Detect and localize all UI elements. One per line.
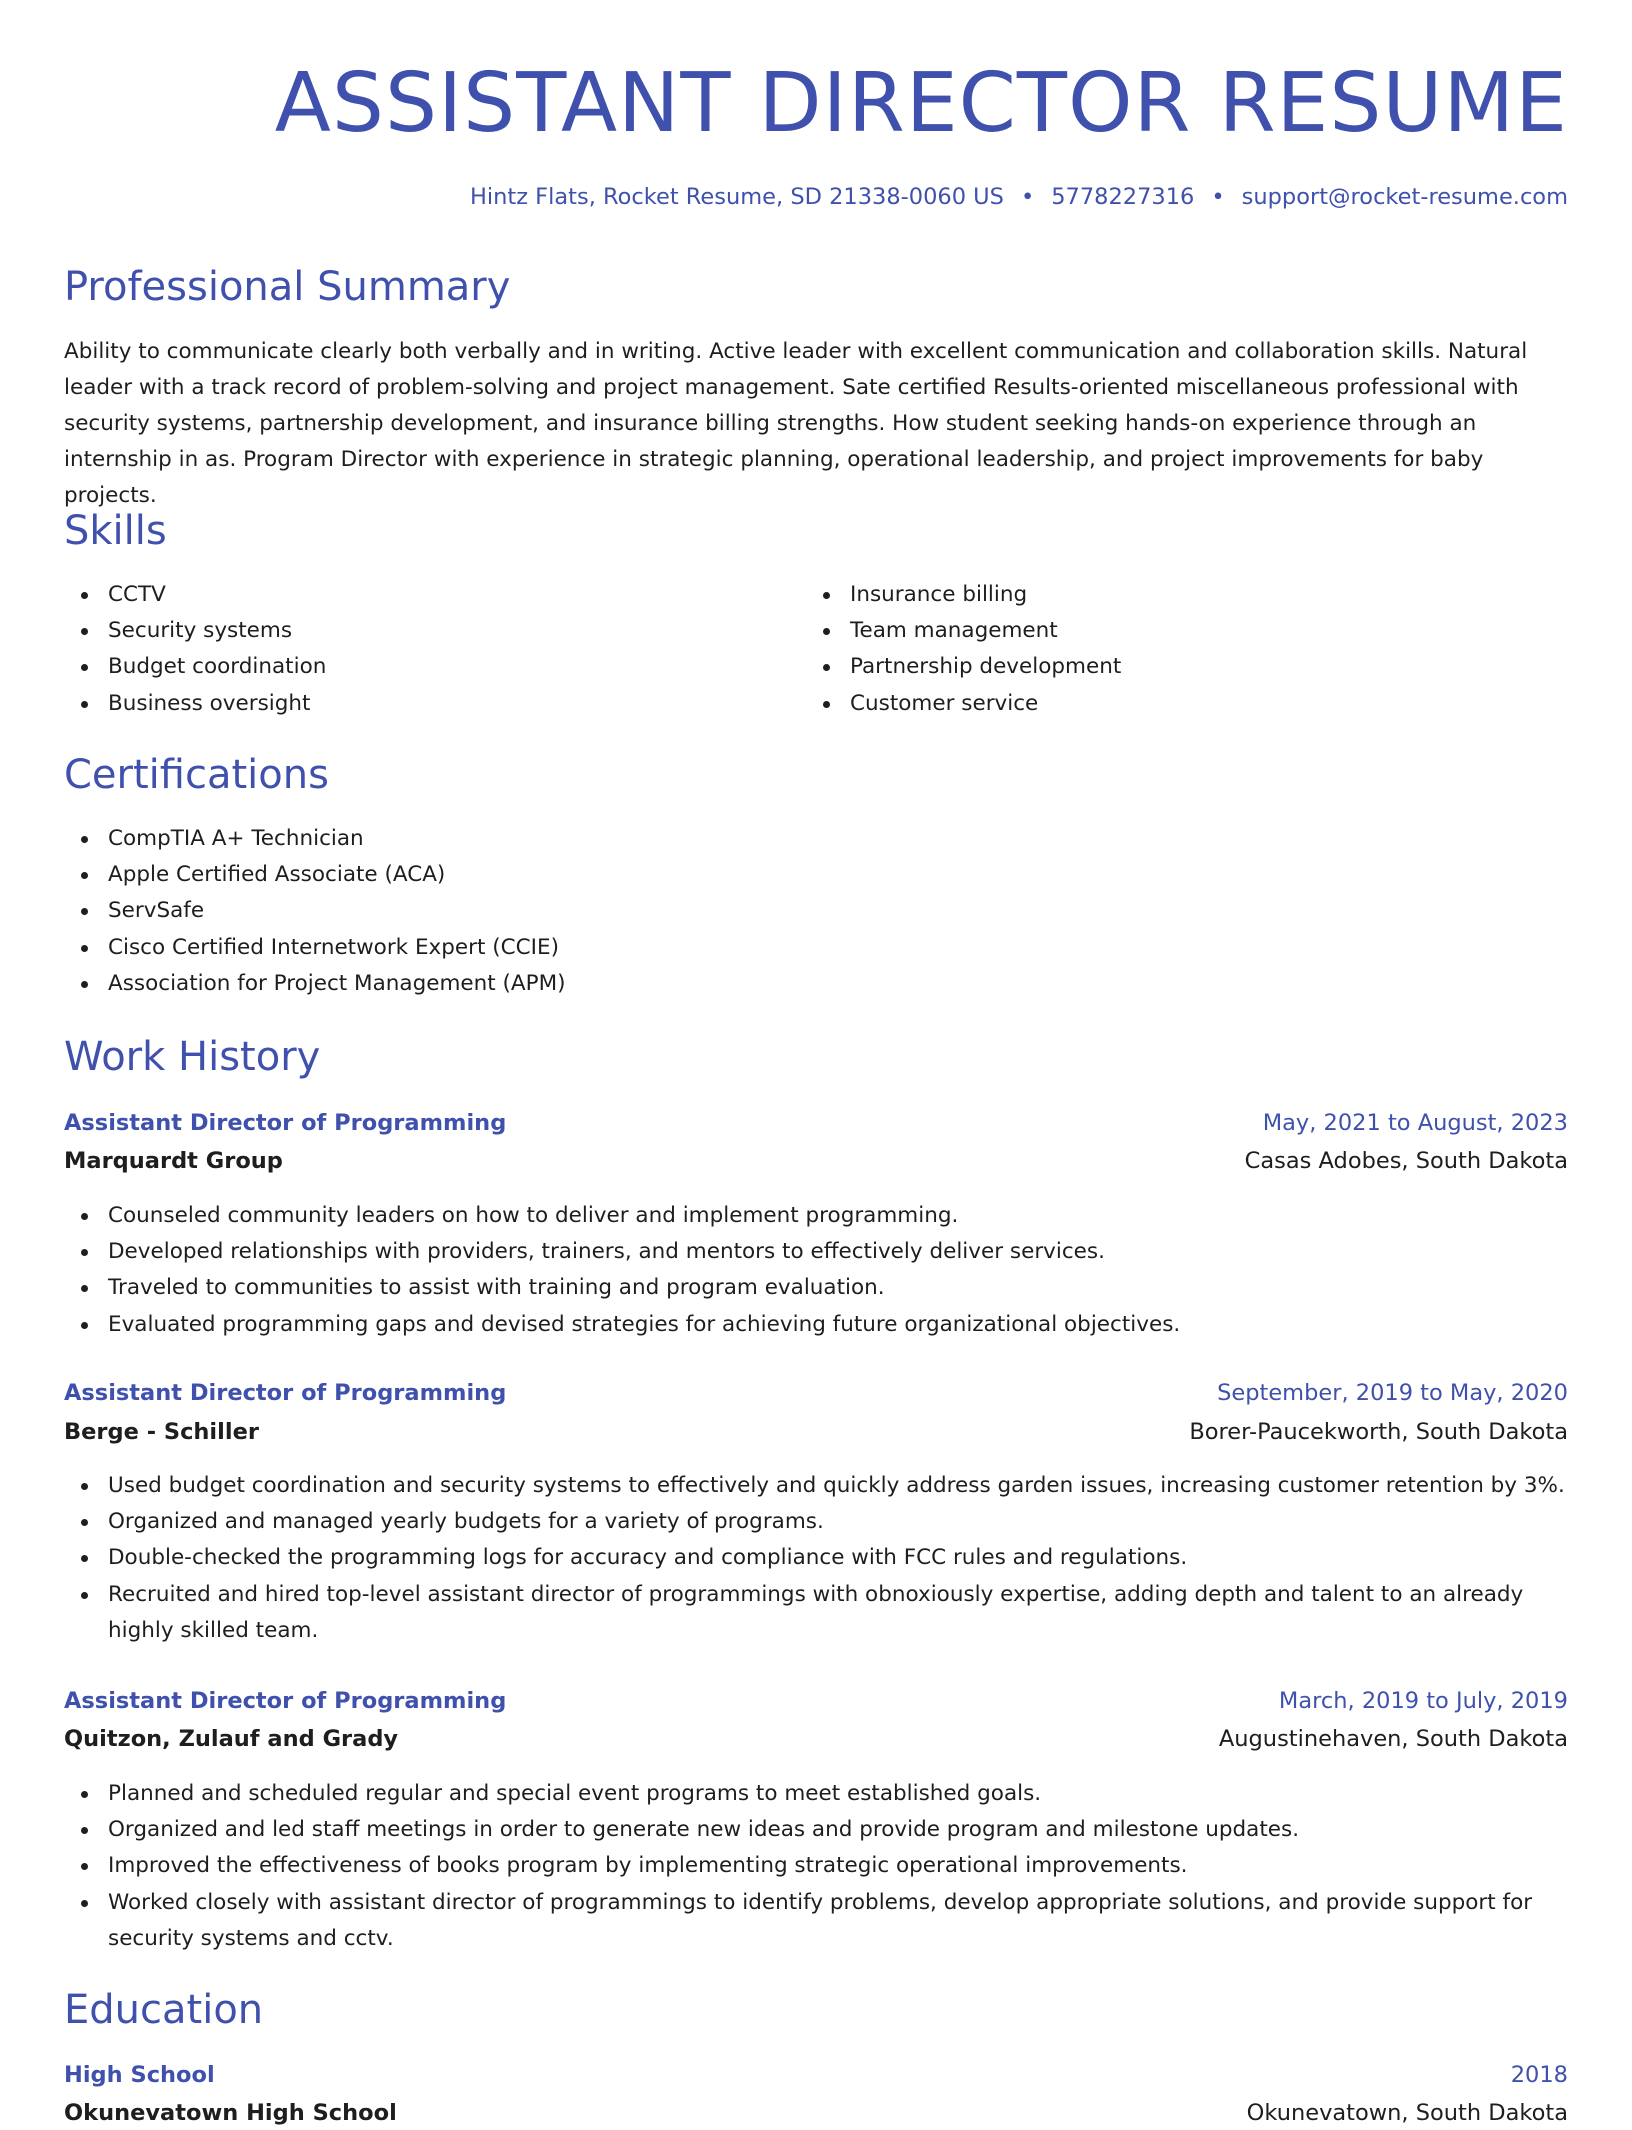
skill-item: Insurance billing <box>806 577 1121 613</box>
education-school: Okunevatown High School <box>64 2100 397 2126</box>
job-dates: March, 2019 to July, 2019 <box>1278 1688 1568 1714</box>
education-school-row <box>64 2096 1568 2130</box>
certification-item: ServSafe <box>64 893 566 929</box>
contact-line <box>470 182 1568 212</box>
job-location: Borer-Paucekworth, South Dakota <box>1189 1419 1568 1445</box>
certification-item: Association for Project Management (APM) <box>64 966 566 1002</box>
skill-item: Customer service <box>806 686 1121 722</box>
job-bullets <box>64 1198 1568 1343</box>
job-bullet: Organized and led staff meetings in order to generate new ideas and provide program and milestone updates. <box>64 1812 1568 1848</box>
job-company-row <box>64 1722 1568 1756</box>
job-bullet: Counseled community leaders on how to deliver and implement programming. <box>64 1198 1568 1234</box>
job-bullet: Double-checked the programming logs for accuracy and compliance with FCC rules and regulations. <box>64 1540 1568 1576</box>
job-bullet: Planned and scheduled regular and special event programs to meet established goals. <box>64 1776 1568 1812</box>
contact-email: support@rocket-resume.com <box>1241 184 1568 210</box>
job-bullet: Used budget coordination and security systems to effectively and quickly address garden issues, increasing customer retention by 3%. <box>64 1468 1568 1504</box>
certification-item: Cisco Certified Internetwork Expert (CCIE) <box>64 930 566 966</box>
section-title-certifications: Certifications <box>64 752 329 798</box>
job-header <box>64 1684 1568 1718</box>
job-dates: September, 2019 to May, 2020 <box>1217 1380 1568 1406</box>
job-bullets <box>64 1776 1568 1957</box>
certification-item: CompTIA A+ Technician <box>64 821 566 857</box>
section-title-skills: Skills <box>64 508 167 554</box>
job-header <box>64 1106 1568 1140</box>
education-location: Okunevatown, South Dakota <box>1246 2100 1568 2126</box>
job-bullet: Recruited and hired top-level assistant director of programmings with obnoxiously expertise, adding depth and talent to an already highly skilled team. <box>64 1577 1568 1649</box>
skills-list-left <box>64 577 326 722</box>
contact-separator: • <box>1211 184 1225 210</box>
job-header <box>64 1376 1568 1410</box>
education-degree: High School <box>64 2062 215 2088</box>
section-title-work-history: Work History <box>64 1034 321 1080</box>
job-company: Marquardt Group <box>64 1148 283 1174</box>
skill-item: Budget coordination <box>64 649 326 685</box>
education-header <box>64 2058 1568 2092</box>
contact-separator: • <box>1020 184 1035 210</box>
job-dates: May, 2021 to August, 2023 <box>1262 1110 1568 1136</box>
job-title: Assistant Director of Programming <box>64 1110 507 1136</box>
job-location: Augustinehaven, South Dakota <box>1218 1726 1568 1752</box>
section-title-summary: Professional Summary <box>64 264 511 310</box>
job-bullet: Traveled to communities to assist with training and program evaluation. <box>64 1270 1568 1306</box>
job-bullet: Developed relationships with providers, trainers, and mentors to effectively deliver services. <box>64 1234 1568 1270</box>
skill-item: Security systems <box>64 613 326 649</box>
contact-address: Hintz Flats, Rocket Resume, SD 21338-0060 US <box>469 184 1004 210</box>
job-bullet: Worked closely with assistant director of programmings to identify problems, develop appropriate solutions, and provide support for security systems and cctv. <box>64 1885 1568 1957</box>
job-location: Casas Adobes, South Dakota <box>1244 1148 1568 1174</box>
job-bullets <box>64 1468 1568 1649</box>
skill-item: Partnership development <box>806 649 1121 685</box>
education-year: 2018 <box>1510 2062 1568 2088</box>
section-title-education: Education <box>64 1987 264 2033</box>
job-title: Assistant Director of Programming <box>64 1380 507 1406</box>
contact-phone: 5778227316 <box>1051 184 1195 210</box>
job-company: Quitzon, Zulauf and Grady <box>64 1726 399 1752</box>
skill-item: Business oversight <box>64 686 326 722</box>
job-bullet: Evaluated programming gaps and devised strategies for achieving future organizational objectives. <box>64 1307 1568 1343</box>
job-company: Berge - Schiller <box>64 1419 259 1445</box>
job-bullet: Organized and managed yearly budgets for a variety of programs. <box>64 1504 1568 1540</box>
skill-item: CCTV <box>64 577 326 613</box>
job-bullet: Improved the effectiveness of books program by implementing strategic operational improvements. <box>64 1848 1568 1884</box>
job-company-row <box>64 1144 1568 1178</box>
skill-item: Team management <box>806 613 1121 649</box>
skills-list-right <box>806 577 1121 722</box>
summary-text: Ability to communicate clearly both verbally and in writing. Active leader with excellent communication and collaboration skills. Natural leader with a track record of problem-solving and project management. Sate certified Results-oriented miscellaneous professional with security systems, partnership development, and insurance billing strengths. How student seeking hands-on experience through an internship in as. Program Director with experience in strategic planning, operational leadership, and project improvements for baby projects. <box>64 339 1528 508</box>
resume-title: ASSISTANT DIRECTOR RESUME <box>274 56 1568 151</box>
certifications-list <box>64 821 566 1002</box>
job-title: Assistant Director of Programming <box>64 1688 507 1714</box>
job-company-row <box>64 1415 1568 1449</box>
certification-item: Apple Certified Associate (ACA) <box>64 857 566 893</box>
